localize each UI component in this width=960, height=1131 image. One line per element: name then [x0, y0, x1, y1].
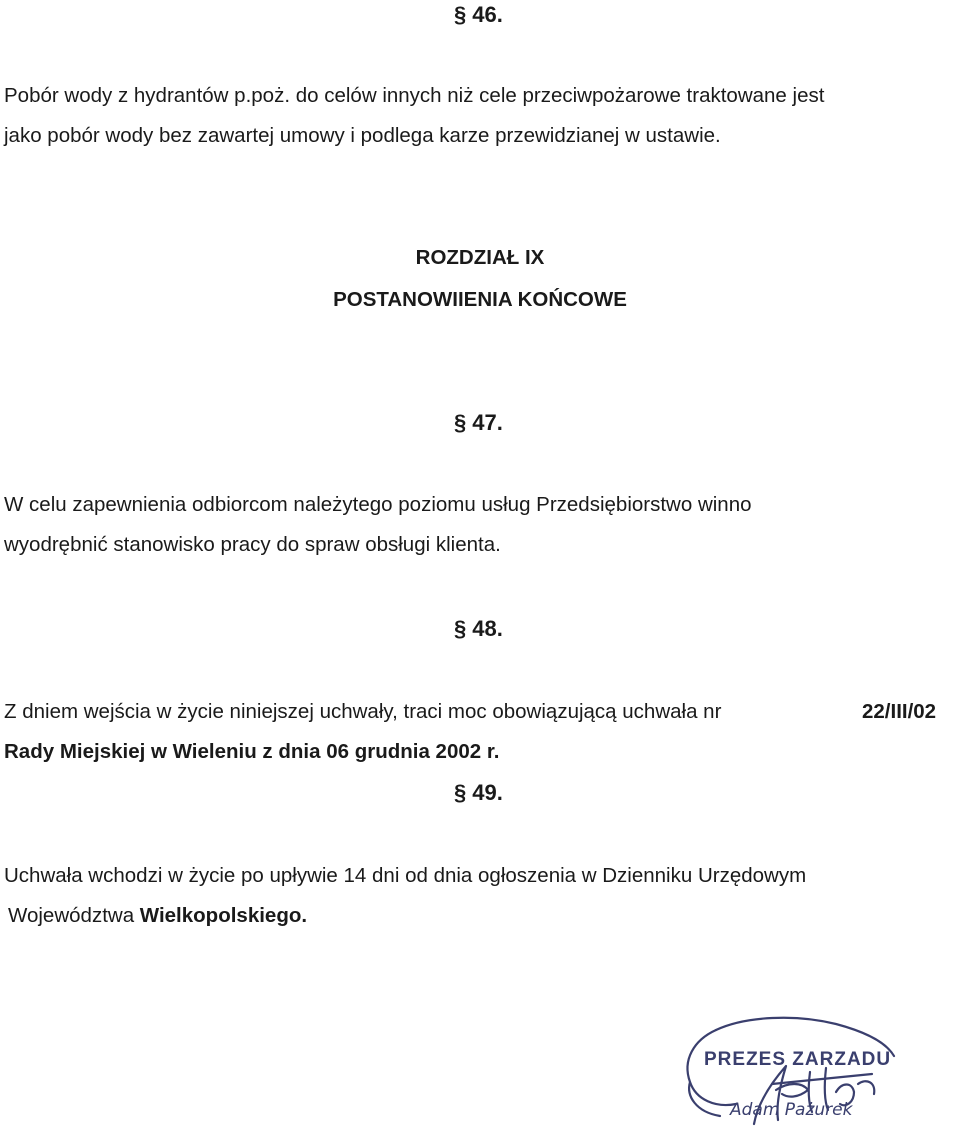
text-line: jako pobór wody bez zawartej umowy i podlega karze przewidzianej w ustawie.: [4, 124, 721, 147]
section-47-text: [4, 485, 752, 565]
text-line: [4, 692, 954, 732]
signature-stamp: [676, 1012, 916, 1131]
section-symbol: §: [454, 2, 467, 27]
section-46-text: [4, 76, 824, 156]
text-segment: Z dniem wejścia w życie niniejszej uchwały, traci moc obowiązującą uchwała nr: [4, 700, 722, 723]
text-segment: Województwa: [8, 904, 135, 927]
text-line: wyodrębnić stanowisko pracy do spraw obsługi klienta.: [4, 533, 501, 556]
chapter-number: ROZDZIAŁ IX: [415, 246, 545, 269]
section-49-heading: [454, 780, 503, 806]
section-47-heading: [454, 410, 503, 436]
section-number: 49.: [472, 780, 503, 805]
section-48-text: [4, 692, 954, 772]
section-46-heading: [454, 2, 503, 28]
stamp-title: PREZES ZARZADU: [704, 1049, 892, 1070]
section-49-text: [4, 856, 806, 936]
section-number: 47.: [472, 410, 503, 435]
text-line: Uchwała wchodzi w życie po upływie 14 dni od dnia ogłoszenia w Dzienniku Urzędowym: [4, 864, 807, 887]
section-symbol: §: [454, 616, 467, 641]
resolution-number: 22/III/02: [862, 700, 937, 723]
text-line: Pobór wody z hydrantów p.poż. do celów innych niż cele przeciwpożarowe traktowane jest: [4, 84, 825, 107]
section-number: 46.: [472, 2, 503, 27]
text-line: [4, 896, 806, 936]
chapter-title: POSTANOWIIENIA KOŃCOWE: [333, 288, 627, 311]
section-48-heading: [454, 616, 503, 642]
text-segment: Wielkopolskiego.: [139, 904, 308, 927]
text-line: Rady Miejskiej w Wieleniu z dnia 06 grudnia 2002 r.: [4, 740, 500, 763]
section-number: 48.: [472, 616, 503, 641]
text-line: W celu zapewnienia odbiorcom należytego poziomu usług Przedsiębiorstwo winno: [4, 493, 752, 516]
section-symbol: §: [454, 780, 467, 805]
stamp-name: Adam Pażurek: [730, 1100, 853, 1120]
section-symbol: §: [454, 410, 467, 435]
